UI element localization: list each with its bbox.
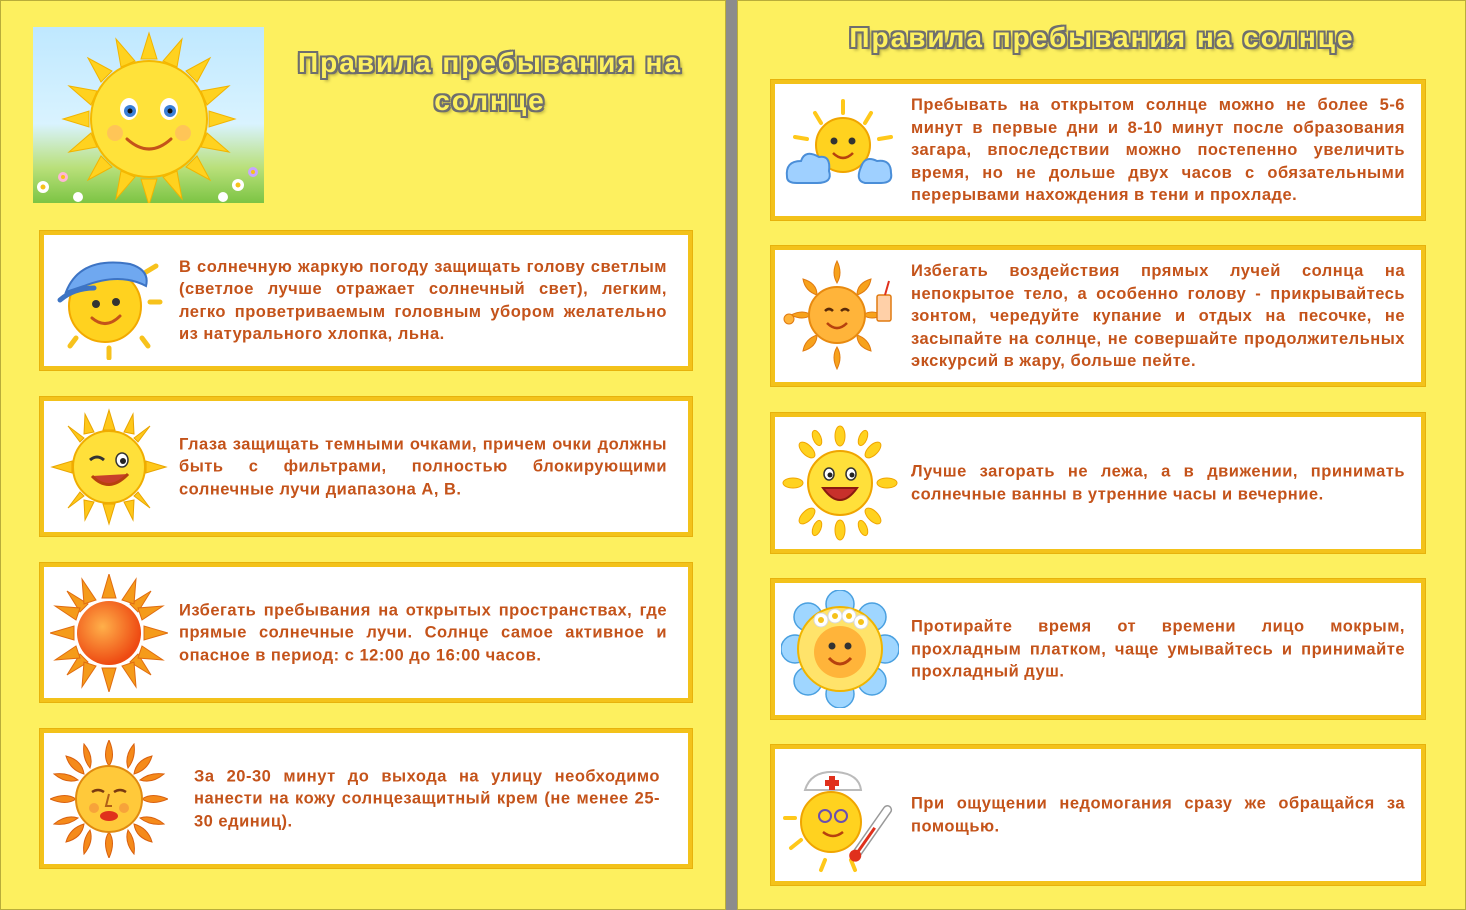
rule-text: В солнечную жаркую погоду защищать голову светлым (светлое лучше отражает солнечный свет), легким, легко проветриваемым головным убором желательно из натурального хлопка, льна.: [179, 257, 667, 343]
rule-text: Избегать пребывания на открытых пространствах, где прямые солнечные лучи. Солнце самое активное и опасное в период: с 12:00 до 16:00 часов.: [179, 600, 667, 664]
rule-card: [771, 413, 1425, 553]
sun-in-cap-icon: [50, 242, 168, 360]
page-title: Правила пребывания на солнце: [849, 22, 1355, 53]
hero-sun-image: [33, 27, 264, 203]
rule-text: За 20-30 минут до выхода на улицу необходимо нанести на кожу солнцезащитный крем (не менее 25-30 единиц).: [194, 766, 660, 830]
rule-card: [40, 397, 692, 536]
right-page: [737, 0, 1466, 910]
red-sun-icon: [50, 574, 168, 692]
sun-nurse-thermometer-icon: [781, 756, 899, 874]
rule-card: [40, 729, 692, 868]
flower-sun-icon: [781, 590, 899, 708]
page-title: Правила пребывания на солнце: [298, 47, 682, 116]
rule-text: Глаза защищать темными очками, причем очки должны быть с фильтрами, полностью блокирующими солнечные лучи диапазона А, В.: [179, 434, 667, 498]
sun-with-clouds-icon: [781, 91, 899, 209]
rule-card: [771, 80, 1425, 220]
rule-text: Протирайте время от времени лицо мокрым, прохладным платком, чаще умывайтесь и принимайте прохладный душ.: [911, 617, 1405, 681]
ornamental-sun-face-icon: [50, 740, 168, 858]
laughing-sun-icon: [781, 424, 899, 542]
rule-text: При ощущении недомогания сразу же обращайся за помощью.: [911, 794, 1405, 835]
rule-text: Пребывать на открытом солнце можно не более 5-6 минут в первые дни и 8-10 минут после образования загара, впоследствии можно постепенно увеличить время, но не дольше двух часов с обязательными перерывами нахождения в тени и прохладе.: [911, 95, 1405, 204]
rule-card: [771, 579, 1425, 719]
left-page: [0, 0, 726, 910]
sun-with-drink-icon: [781, 257, 899, 375]
rule-text: Лучше загорать не лежа, а в движении, принимать солнечные ванны в утренние часы и вечерние.: [911, 462, 1405, 503]
rule-card: [40, 231, 692, 370]
rule-card: [40, 563, 692, 702]
rule-card: [771, 745, 1425, 885]
rule-card: [771, 246, 1425, 386]
rule-text: Избегать воздействия прямых лучей солнца на непокрытое тело, а особенно голову - прикрывайтесь зонтом, чередуйте купание и отдых на песочке, не засыпайте на солнце, не совершайте продолжительных экскурсий в жару, больше пейте.: [911, 261, 1405, 370]
winking-sun-icon: [50, 408, 168, 526]
